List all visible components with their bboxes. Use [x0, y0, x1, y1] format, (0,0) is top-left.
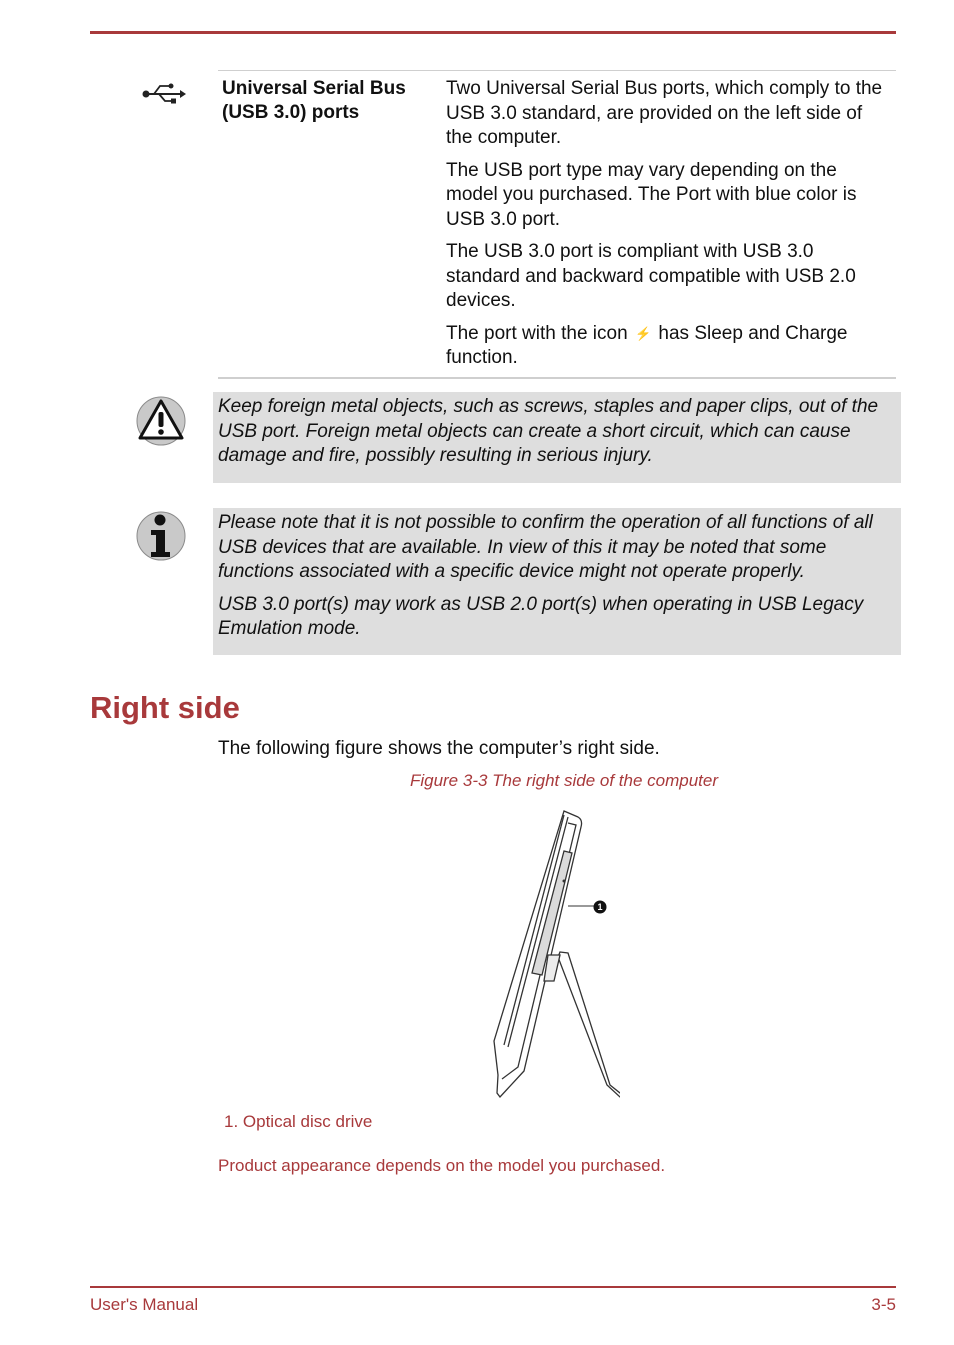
- sleep-charge-text-before: The port with the icon: [446, 322, 628, 344]
- info-icon: [133, 508, 189, 564]
- computer-right-side-figure: [480, 805, 620, 1105]
- footer-rule: [90, 1286, 896, 1288]
- usb-port-description: [446, 71, 892, 377]
- footer-manual-title: User's Manual: [90, 1295, 199, 1314]
- sleep-charge-icon: ⚡: [634, 325, 652, 341]
- usb-description-paragraph: The USB port type may vary depending on the model you purchased. The Port with blue color is USB 3.0 port.: [446, 159, 857, 230]
- callout-number: 1: [597, 902, 603, 912]
- usb-icon: [140, 80, 186, 106]
- sleep-charge-paragraph: [446, 322, 892, 371]
- usb-port-term: Universal Serial Bus (USB 3.0) ports: [222, 78, 406, 123]
- section-intro: The following figure shows the computer’s right side.: [218, 738, 660, 759]
- info-text: Please note that it is not possible to confirm the operation of all functions of all USB devices that are available. In view of this it may be noted that some functions associated with a specific device might not operate properly.: [218, 512, 873, 582]
- figure-caption: Figure 3-3 The right side of the computer: [409, 771, 718, 790]
- usb-port-table: [218, 70, 896, 379]
- usb-description-paragraph: Two Universal Serial Bus ports, which comply to the USB 3.0 standard, are provided on the left side of the computer.: [446, 78, 883, 148]
- section-title: Right side: [90, 690, 240, 725]
- header-rule: [90, 31, 896, 34]
- info-text: USB 3.0 port(s) may work as USB 2.0 port(s) when operating in USB Legacy Emulation mode.: [218, 593, 864, 639]
- product-appearance-note: Product appearance depends on the model you purchased.: [218, 1156, 666, 1175]
- warning-text: Keep foreign metal objects, such as screws, staples and paper clips, out of the USB port. Foreign metal objects can create a short circuit, which can cause damage and fire, possibly resulting in serious injury.: [218, 396, 879, 466]
- usb-description-paragraph: The USB 3.0 port is compliant with USB 3.0 standard and backward compatible with USB 2.0 devices.: [446, 241, 856, 311]
- info-note: [213, 508, 901, 655]
- warning-icon: [133, 393, 189, 449]
- footer-page-number: 3-5: [871, 1295, 896, 1314]
- warning-note: [213, 392, 901, 483]
- figure-legend-item: 1. Optical disc drive: [224, 1112, 373, 1131]
- sleep-charge-text-after: has Sleep and Charge function.: [446, 322, 848, 368]
- stand: [544, 952, 620, 1097]
